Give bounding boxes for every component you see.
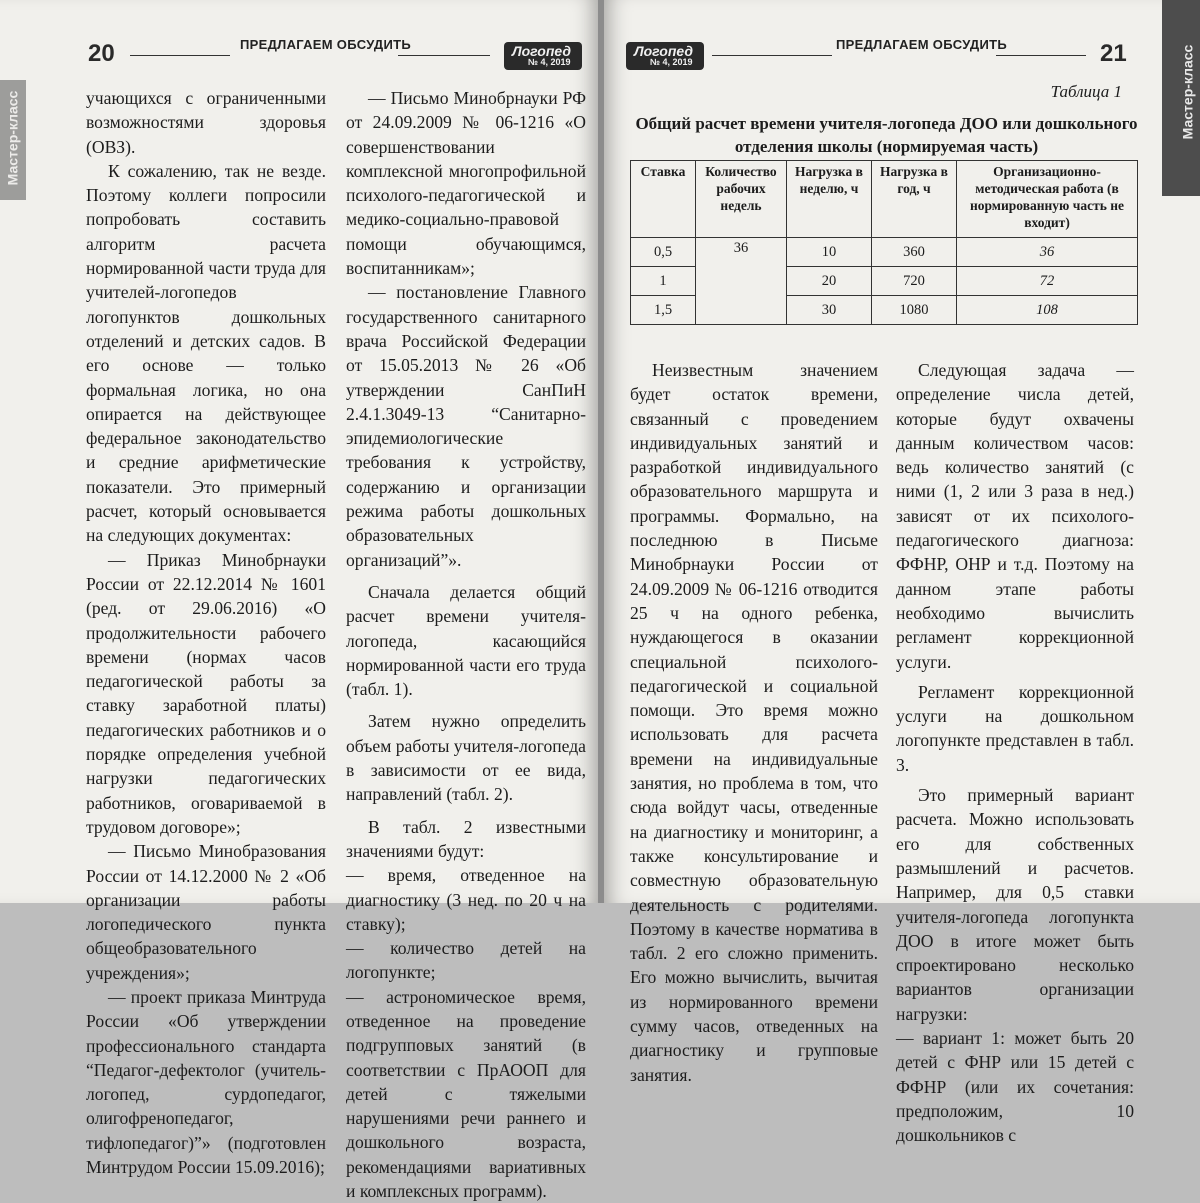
list-item: — вариант 1: может быть 20 детей с ФНР или 15 детей с ФФНР (или их сочетания: предположим, 10 дошкольников с (896, 1028, 1134, 1146)
table-cell: 360 (872, 238, 957, 267)
left-column-2 (346, 86, 586, 1203)
logo-issue-left: № 4, 2019 (528, 57, 571, 67)
paragraph: Неизвестным значением будет остаток времени, связанный с проведением индивидуальных занятий и разработкой индивидуального образовательного маршрута и программы. Формально, на последнюю в Письме Минобрнауки России от 24.09.2009 № 06-1216 отводится 25 ч на одного ребенка, нуждающегося в оказании специальной психолого-педагогической и социальной помощи. Это время можно использовать для расчета времени на индивидуальные занятия, но проблема в том, что сюда войдут часы, отведенные на диагностику и мониторинг, а также консультирование и совместную образовательную деятельность с родителями. Поэтому в качестве норматива в табл. 2 его сложно применить. Его можно вычислить, вычитая из нормированного времени сумму часов, отведенных на диагностику и групповые занятия. (630, 360, 878, 1085)
list-item: — количество детей на логопункте; (346, 938, 586, 983)
table-cell: 1,5 (631, 296, 696, 325)
header-rule-left-b (398, 55, 490, 56)
logo-issue-right: № 4, 2019 (650, 57, 693, 67)
column-header: Нагрузка в неделю, ч (787, 161, 872, 238)
table-cell: 36 (957, 238, 1138, 267)
table-cell: 720 (872, 267, 957, 296)
section-side-tab-left (0, 80, 26, 200)
paragraph: Регламент коррекционной услуги на дошкольном логопункте представлен в табл. 3. (896, 681, 1134, 775)
left-page (0, 0, 598, 1202)
table-cell: 1080 (872, 296, 957, 325)
logo-title-right: Логопед (634, 43, 694, 59)
logo-title-left: Логопед (512, 43, 572, 59)
paragraph: Следующая задача — определение числа детей, которые будут охвачены данным количеством часов: ведь количество занятий (с ними (1, 2 или 3 раза в нед.) зависят от их психолого-педагогического диагноза: ФФНР, ОНР и т.д. Поэтому на данном этапе работы необходимо вычислить регламент коррекционной услуги. (896, 360, 1134, 672)
list-item: — астрономическое время, отведенное на проведение подгрупповых занятий (в соответствии с ПрАООП для детей с тяжелыми нарушениями речи раннего и дошкольного возраста, рекомендациями вариативных и комплексных программ). (346, 986, 586, 1202)
magazine-logo-right (626, 42, 704, 70)
header-rule-right-a (712, 55, 832, 56)
table-cell: 72 (957, 267, 1138, 296)
side-tab-label-right: Мастер-класс (1179, 44, 1196, 140)
section-title-right: ПРЕДЛАГАЕМ ОБСУДИТЬ (836, 37, 1008, 52)
table-cell: 30 (787, 296, 872, 325)
side-tab-label-left: Мастер-класс (4, 90, 21, 186)
column-header: Количество рабочих недель (696, 161, 787, 238)
column-header: Нагрузка в год, ч (872, 161, 957, 238)
header-rule-left-a (130, 55, 230, 56)
paragraph: — Письмо Минобрнауки РФ от 24.09.2009 № 06-1216 «О совершенствовании комплексной многопрофильной психолого-педагогической и медико-социально-правовой помощи обучающимся, воспитанникам»; (346, 88, 586, 279)
table-caption: Таблица 1 (1050, 82, 1122, 101)
paragraph: учающихся с ограниченными возможностями здоровья (ОВЗ). (86, 88, 326, 157)
section-side-tab-right (1162, 0, 1200, 196)
column-header: Ставка (631, 161, 696, 238)
paragraph: Это примерный вариант расчета. Можно использовать его для собственных размышлений и расчетов. Например, для 0,5 ставки учителя-логопеда логопункта ДОО в итоге может быть спроектировано несколько вариантов организации нагрузки: (896, 785, 1134, 1024)
table-cell: 0,5 (631, 238, 696, 267)
paragraph: — Письмо Минобразования России от 14.12.2000 № 2 «Об организации работы логопедического пункта общеобразовательного учреждения»; (86, 841, 326, 983)
paragraph: — постановление Главного государственного санитарного врача Российской Федерации от 15.05.2013 № 26 «Об утверждении СанПиН 2.4.1.3049-13 “Санитарно-эпидемиологические требования к устройству, содержанию и организации режима работы дошкольных образовательных организаций”». (346, 282, 586, 570)
magazine-logo-left (504, 42, 582, 70)
page-number-left: 20 (88, 40, 115, 67)
table-cell: 10 (787, 238, 872, 267)
paragraph: К сожалению, так не везде. Поэтому коллеги попросили попробовать составить алгоритм расчета нормированной части труда для учителей-логопедов логопунктов дошкольных отделений и детских садов. В его основе — только формальная логика, но она опирается на действующее федеральное законодательство и средние арифметические показатели. Это примерный расчет, который основывается на следующих документах: (86, 160, 326, 546)
table-cell: 1 (631, 267, 696, 296)
header-rule-right-b (996, 55, 1086, 56)
table-cell: 36 (696, 238, 787, 325)
calculation-table (630, 160, 1138, 325)
right-column-2 (896, 358, 1134, 1148)
table-row (631, 238, 1138, 267)
section-title-left: ПРЕДЛАГАЕМ ОБСУДИТЬ (240, 37, 412, 52)
right-page (604, 0, 1200, 1146)
paragraph: — Приказ Минобрнауки России от 22.12.2014 № 1601 (ред. от 29.06.2016) «О продолжительности рабочего времени (нормах часов педагогической работы за ставку заработной платы) педагогических работников и о порядке определения учебной нагрузки педагогических работников, оговариваемой в трудовом договоре»; (86, 549, 326, 837)
paragraph: В табл. 2 известными значениями будут: (346, 816, 586, 861)
left-column-1 (86, 86, 326, 1179)
table-title: Общий расчет времени учителя-логопеда ДОО или дошкольного отделения школы (нормируемая часть) (635, 114, 1138, 156)
paragraph: Сначала делается общий расчет времени учителя-логопеда, касающийся нормированной части его труда (табл. 1). (346, 581, 586, 700)
list-item: — время, отведенное на диагностику (3 нед. по 20 ч на ставку); (346, 865, 586, 934)
table-cell: 20 (787, 267, 872, 296)
column-header: Организационно-методическая работа (в нормированную часть не входит) (957, 161, 1138, 238)
right-column-1 (630, 358, 878, 1087)
table-cell: 108 (957, 296, 1138, 325)
page-number-right: 21 (1100, 40, 1127, 67)
paragraph: — проект приказа Минтруда России «Об утверждении профессионального стандарта “Педагог-дефектолог (учитель-логопед, сурдопедагог, олигофренопедагог, тифлопедагог)”» (подготовлен Минтрудом России 15.09.2016); (86, 986, 326, 1178)
paragraph: Затем нужно определить объем работы учителя-логопеда в зависимости от ее вида, направлений (табл. 2). (346, 711, 586, 805)
table-header-row (631, 161, 1138, 238)
